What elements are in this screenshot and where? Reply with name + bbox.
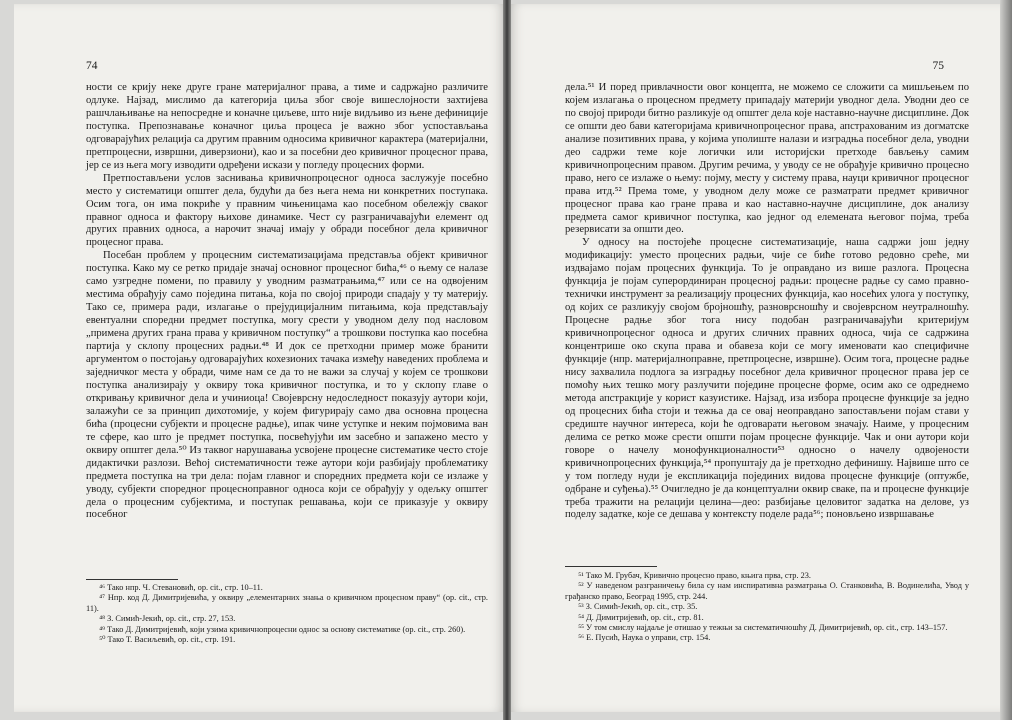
footnote: ⁵⁴ Д. Димитријевић, op. cit., стр. 81. bbox=[578, 612, 704, 622]
paragraph: ности се крију неке друге гране материјалног права, а тиме и садржајно различите одлуке. Најзад, мислимо да категорија циља због своје вишеслојности захтијева рашчлањивање на непосредне и коначне циљеве, што није видљиво из њене дефиниције поступка. Препознавање коначног циља процеса је важно због успостављања одговарајућих релација са другим правним односима кривичног карактера (материјални, претпроцесни, извршни, диверзиони), као и за посебни део кривичног процесног права, јер се из њега могу изводити одређени искази у погледу процесних форми. bbox=[86, 82, 488, 171]
left-page bbox=[14, 4, 507, 712]
page-number: 75 bbox=[932, 60, 944, 72]
paragraph: У односу на постојеће процесне систематизације, наша садржи још једну модификацију: уместо процесних радњи, чије се биће готово редовно среће, ми издвајамо појам процесних функција. То је оправдано из више разлога. Процесна функција је појам суперординиран процесној радњи: процесне радње су само правно-технички инструмент за реализацију процесних функција, као носећих улога у поступку, од којих се разликују својом бројношћу, разноврсношћу и својеврсном неутралношћу. Процесне радње због тога нису подобан разграничавајући критеријум кривичнопроцесног односа и других сличних правних односа, чија се садржина концентрише око скупа права и обавеза који се могу именовати као специфичне функције (нпр. материјалноправне, претпроцесне, извршне). Осим тога, процесне радње нису захвалила подлога за изградњу посебног дела кривичног процесног права јер се помоћу њих тешко могу разлучити поједине процесне форме, осим ако се одреднемо метода апстракције у корист казуистике. Најзад, иза избора процесне функције за једно од процесних бића стоји и тежња да се овај неоправдано запостављени појам стави у средиште научног интереса, који ће одговарати његовом значају. Наиме, у процесним делима се ретко може срести општи појам процесне функције. Чак и они аутори који говоре о начелу монофункционалности⁵³ односно о начелу одвојености кривичнопроцесних функција,⁵⁴ пропуштају да је претходно дефинишу. Највише што се у том погледу нуди је експликација појединих видова процесне функције (оптужбе, одбране и суђења).⁵⁵ Очигледно је да концептуални оквир сваке, па и процесне функције треба тражити на релацији целина—део: разбијање целовитог задатка на делове, уз поделу задатке, које се дешава у контексту поделе рада⁵⁶; поновљено извршавање bbox=[565, 237, 969, 521]
footnote: ⁴⁷ Нпр. код Д. Димитријевића, у оквиру „елементарних знања о кривичном процесном праву“ (op. cit., стр. 11). bbox=[86, 593, 488, 613]
footnote: ⁵¹ Тако М. Грубач, Кривично процесно право, књига прва, стр. 23. bbox=[578, 571, 811, 580]
footnote: ⁵⁶ Е. Пусић, Наука о управи, стр. 154. bbox=[578, 633, 711, 643]
footnote: ⁵² У наведеном разграничењу била су нам инспиративна разматрања О. Станковића, В. Водинелића, Увод у грађанско право, Београд 1995, стр. 244. bbox=[565, 581, 969, 601]
paragraph: Претпостављени услов заснивања кривичнопроцесног односа заслужује посебно место у систематици општег дела, будући да без њега нема ни конкретних поступака. Осим тога, он има покриће у правним чињеницама као посебном обележју сваког правног односа и фактору њихове динамике. Чест су разграничавајући елемент од других правних односа, а нарочит значај имају у обради посебног дела кривичног процесног права. bbox=[86, 172, 488, 249]
footnote: ⁴⁶ Тако нпр. Ч. Стевановић, op. cit., стр. 10–11. bbox=[99, 583, 263, 592]
footnote: ⁴⁸ З. Симић-Јекић, op. cit., стр. 27, 153. bbox=[99, 614, 236, 624]
body-text bbox=[565, 82, 969, 522]
page-edge bbox=[1000, 0, 1012, 720]
footnote-separator bbox=[86, 579, 178, 580]
footnote: ⁵³ З. Симић-Јекић, op. cit., стр. 35. bbox=[578, 602, 698, 612]
footnote: ⁵⁰ Тако Т. Васиљевић, op. cit., стр. 191. bbox=[99, 635, 236, 645]
footnotes bbox=[86, 583, 488, 645]
footnote-separator bbox=[565, 566, 657, 567]
body-text bbox=[86, 82, 488, 522]
book-gutter bbox=[503, 0, 511, 720]
footnote: ⁴⁹ Тако Д. Димитријевић, који узима кривичнопроцесни однос за основу систематике (op. cit., стр. 260). bbox=[99, 624, 466, 634]
footnotes bbox=[565, 571, 969, 644]
footnote: ⁵⁵ У том смислу најдаље је отишао у тежњи за систематичношћу Д. Димитријевић, op. cit., стр. 143–157. bbox=[578, 623, 948, 633]
paragraph: дела.⁵¹ И поред привлачности овог концепта, не можемо се сложити са мишљењем по којем излагања о процесном предмету припадају материји уводног дела. Уводни део се по својој природи битно разликује од општег дела које наставно-научне дисциплине. Док се општи део бави категоријама кривичнопроцесног права, апстрахованим из догматске анализе позитивних права, у којима уполиште налази и изградња посебног дела, уводни део садржи теме које логички или историјски претходе бављењу самим кривичнопроцесним правом. Другим речима, у уводу се не обрађује кривично процесно право, него се излаже о њему: појму, месту у систему права, науци кривичног процесног права итд.⁵² Према томе, у уводном делу може се разматрати предмет кривичног процесног права као гране права и као наставно-научне дисциплине, док анализу предмета самог кривичног поступка, као једног од елемената његовог појма, треба резервисати за општи део. bbox=[565, 82, 970, 236]
page-number: 74 bbox=[86, 60, 98, 72]
right-page bbox=[507, 4, 1002, 712]
paragraph: Посебан проблем у процесним систематизацијама представља објект кривичног поступка. Како му се ретко придаје значај основног процесног бића,⁴⁶ о њему се налазе само узгредне помени, по правилу у уводним разматрањима,⁴⁷ или се на одвојеним местима обрађују само поједина питања, која по својој природи спадају у ту материју. Тако се, примера ради, излагање о прејудицијалним питањима, која представљају евентуални споредни предмет поступка, могу срести у уводном делу под насловом „примена других грана права у кривичном поступку“ а трошкови поступка као посебна партија у склопу процесних радњи.⁴⁸ И док се претходни пример може бранити аргументом о постојању одговарајућих кохезионих тачака између наведених проблема и заједничког места у обради, чиме нам се да то не важи за случај у којем се трошкови поступка анализирају у оквиру тока кривичног поступка, и то у склопу главе о откривању кривичног дела и учиниоца! Својеврсну недоследност показују аутори који, залажући се за принцип дихотомије, у којем фигурирају само два основна процесна бића (процесни субјекти и процесне радње), ипак чине уступке и неким појмовима ван те сфере, као што је предмет поступка, посвећујући им засебно и запажено место у оквиру општег дела.⁵⁰ Из таквог нарушавања усвојене процесне систематике често стоје дидактички разлози. Већој систематичности теже аутори који разбијају проблематику предмета поступка на три дела: појам главног и споредних предмета који се излаже у уводу, субјекти споредног процесноправног односа који се обрађују у одељку општег дела о процесним субјектима, и поступак решавања, који се приказује у оквиру посебног bbox=[86, 250, 488, 521]
